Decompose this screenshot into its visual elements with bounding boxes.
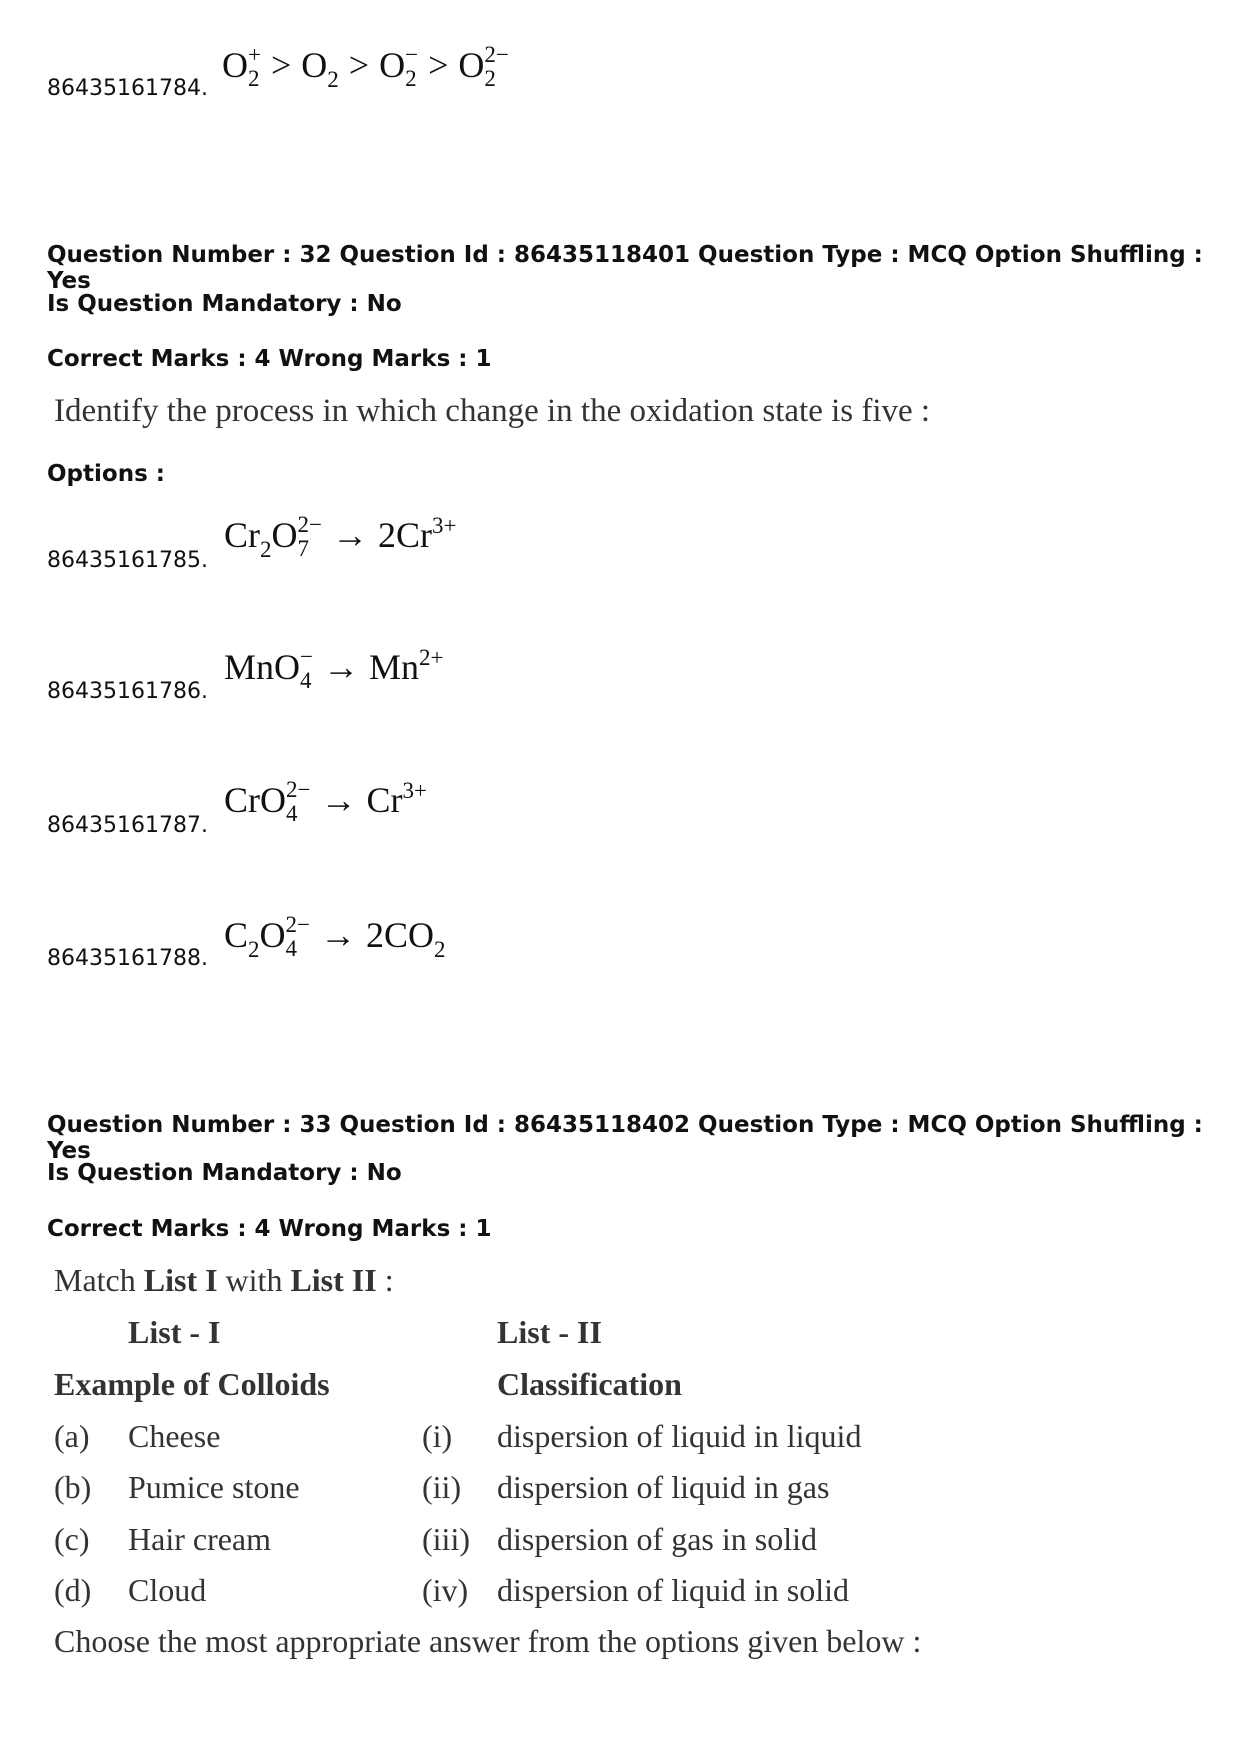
formula-text: O [458,45,485,85]
question-header: Question Number : 32 Question Id : 86435118401 Question Type : MCQ Option Shuffling : Yes [47,242,1203,294]
row-roman: (iii) [422,1521,470,1557]
option-id: 86435161785. [47,548,208,573]
formula-operator: > [348,45,370,85]
formula-sub: 2 [484,65,496,91]
list2-heading: Classification [497,1366,682,1402]
formula-sub: 2 [248,937,260,962]
row-item: Cloud [128,1572,207,1608]
row-letter: (c) [54,1521,90,1557]
formula-arrow: → [331,515,368,555]
formula-sup: 2− [286,776,311,802]
row-classification: dispersion of liquid in solid [497,1572,849,1608]
formula-sup: − [300,643,313,669]
stem-text: with [217,1262,291,1298]
option-formula[interactable] [224,511,457,563]
formula-sub: 2 [260,537,272,562]
formula-operator: > [270,45,292,85]
formula-text: MnO [224,647,301,687]
stem-list1: List I [143,1262,218,1298]
row-item: Hair cream [128,1521,272,1557]
formula-arrow: → [320,780,357,820]
formula-sub: 2 [434,937,446,962]
row-letter: (d) [54,1572,92,1608]
option-formula[interactable] [224,911,446,963]
formula-sup: 2+ [419,645,444,670]
formula-text: O [222,45,248,85]
row-letter: (b) [54,1469,92,1505]
formula-sub: 2 [327,67,339,92]
formula-sub: 4 [286,800,298,826]
formula-sup: 2− [484,41,509,67]
formula-text: O [259,915,286,955]
formula-text: 2CO [366,915,435,955]
formula-sub: 4 [285,935,298,961]
option-formula[interactable] [222,41,509,93]
options-label: Options : [47,461,165,487]
row-classification: dispersion of liquid in liquid [497,1418,862,1454]
formula-text: Cr [224,515,260,555]
option-id: 86435161787. [47,813,208,838]
option-formula[interactable] [224,643,444,695]
formula-text: C [224,915,249,955]
stem-list2: List II [290,1262,377,1298]
formula-text: Cr [366,780,403,820]
formula-text: O [271,515,298,555]
option-id: 86435161788. [47,946,208,971]
formula-sup: − [405,41,419,67]
formula-text: Mn [369,647,420,687]
list1-heading: Example of Colloids [54,1366,330,1402]
formula-operator: > [428,45,449,85]
formula-arrow: → [323,647,359,687]
row-roman: (iv) [422,1572,469,1608]
row-classification: dispersion of liquid in gas [497,1469,830,1505]
formula-text: O [379,45,406,85]
question-stem [54,1262,394,1299]
formula-sup: 2− [297,511,322,537]
row-classification: dispersion of gas in solid [497,1521,817,1557]
stem-text: Match [54,1262,144,1298]
formula-sup: 2− [285,911,310,937]
formula-sub: 2 [248,65,260,91]
question-header: Question Number : 33 Question Id : 86435118402 Question Type : MCQ Option Shuffling : Yes [47,1112,1203,1164]
formula-sup: + [248,41,261,67]
row-roman: (ii) [422,1469,462,1505]
formula-sup: 3+ [431,513,457,538]
question-mandatory: Is Question Mandatory : No [47,291,402,317]
list2-title: List - II [497,1314,602,1350]
option-id: 86435161784. [47,76,208,101]
question-marks: Correct Marks : 4 Wrong Marks : 1 [47,346,492,372]
question-footer: Choose the most appropriate answer from the options given below : [54,1623,922,1659]
formula-text: 2Cr [377,515,432,555]
question-mandatory: Is Question Mandatory : No [47,1160,402,1186]
option-formula[interactable] [224,776,427,828]
formula-sup: 3+ [402,778,427,803]
row-item: Cheese [128,1418,221,1454]
formula-sub: 4 [300,667,312,693]
formula-arrow: → [320,915,356,955]
formula-sub: 2 [405,65,417,91]
row-item: Pumice stone [128,1469,300,1505]
row-roman: (i) [422,1418,453,1454]
question-stem: Identify the process in which change in the oxidation state is five : [54,393,931,429]
stem-text: : [376,1262,394,1298]
list1-title: List - I [128,1314,221,1350]
formula-text: O [301,45,328,85]
formula-sub: 7 [297,535,309,561]
option-id: 86435161786. [47,679,208,704]
row-letter: (a) [54,1418,90,1454]
formula-text: CrO [224,780,286,820]
question-marks: Correct Marks : 4 Wrong Marks : 1 [47,1216,492,1242]
